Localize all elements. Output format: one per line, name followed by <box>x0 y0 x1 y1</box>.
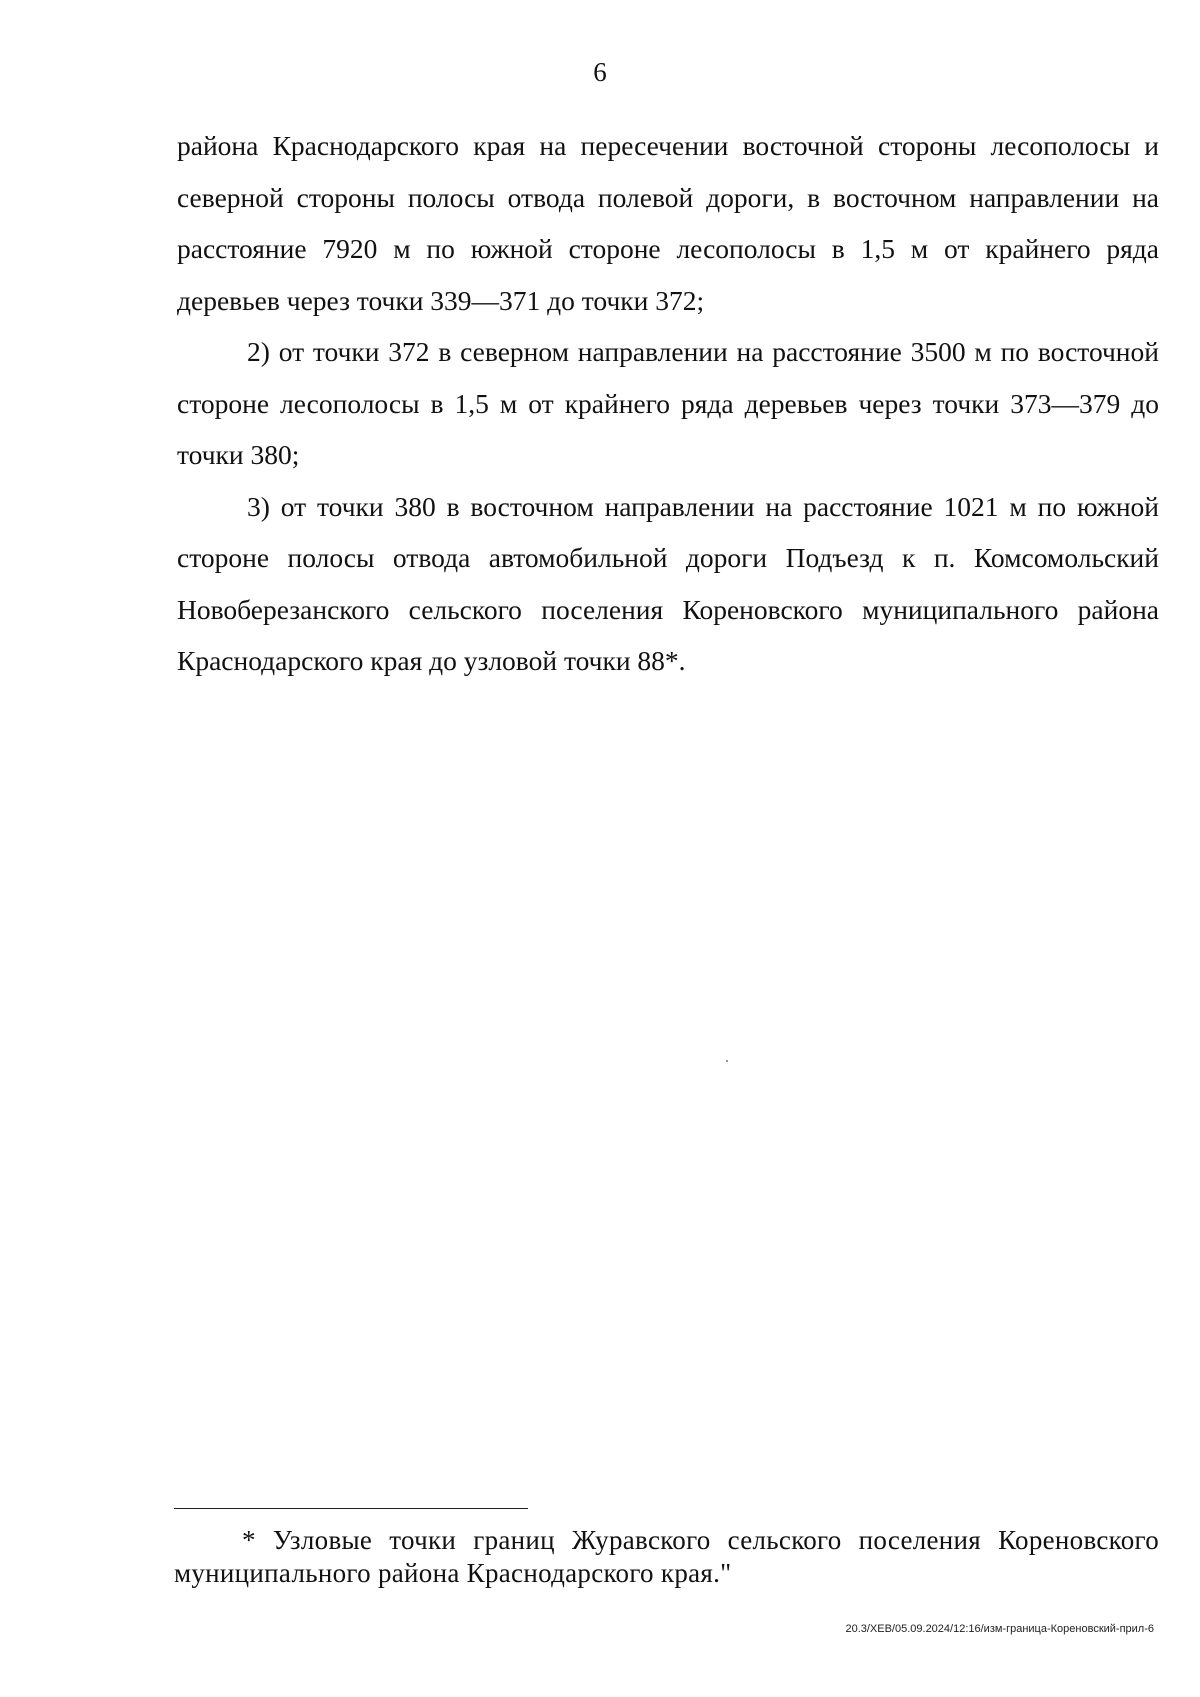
footnote <box>174 1524 1159 1590</box>
paragraph-item-3: 3) от точки 380 в восточном направлении на расстояние 1021 м по южной стороне полосы отвода автомобильной дороги Подъезд к п. Комсомольский Новоберезанского сельского поселения Кореновского муниципального района Краснодарского края до узловой точки 88*. <box>177 490 1159 676</box>
scan-speck <box>726 1060 728 1062</box>
document-code: 20.3/ХЕВ/05.09.2024/12:16/изм-граница-Кореновский-прил-6 <box>845 1623 1154 1635</box>
page-number: 6 <box>593 57 607 87</box>
document-body <box>177 120 1159 687</box>
footnote-text: * Узловые точки границ Журавского сельского поселения Кореновского муниципального района Краснодарского края." <box>174 1525 1159 1588</box>
footnote-separator <box>174 1508 528 1509</box>
paragraph-continuation: района Краснодарского края на пересечении восточной стороны лесополосы и северной стороны полосы отвода полевой дороги, в восточном направлении на расстояние 7920 м по южной стороне лесополосы в 1,5 м от крайнего ряда деревьев через точки 339—371 до точки 372; <box>177 130 1159 316</box>
paragraph-item-2: 2) от точки 372 в северном направлении на расстояние 3500 м по восточной стороне лесополосы в 1,5 м от крайнего ряда деревьев через точки 373—379 до точки 380; <box>177 336 1159 470</box>
